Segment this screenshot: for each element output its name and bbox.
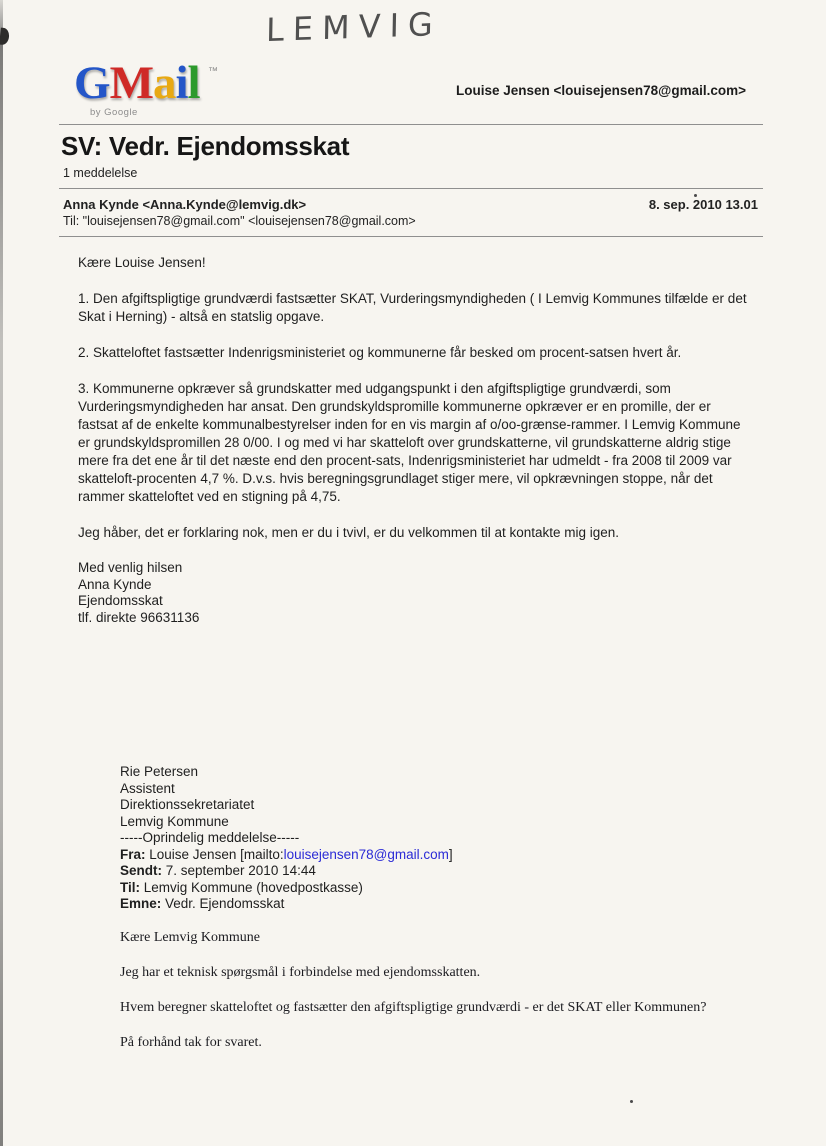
quoted-sender-line: Rie Petersen bbox=[120, 764, 199, 779]
field-value: Lemvig Kommune (hovedpostkasse) bbox=[140, 879, 363, 895]
greeting: Kære Louise Jensen! bbox=[78, 255, 206, 270]
field-value: Vedr. Ejendomsskat bbox=[161, 896, 285, 911]
original-message-separator: -----Oprindelig meddelelse----- bbox=[120, 830, 300, 845]
quoted-paragraph: Jeg har et teknisk spørgsmål i forbindelse med ejendomsskatten. bbox=[120, 964, 481, 980]
message-date: 8. sep. 2010 13.01 bbox=[648, 197, 758, 212]
horizontal-rule bbox=[59, 188, 763, 189]
gmail-logo-byline: by Google bbox=[90, 107, 138, 118]
signature-line: Med venlig hilsen bbox=[78, 560, 183, 575]
gmail-logo-letter: a bbox=[152, 57, 176, 109]
field-label: Emne: bbox=[120, 896, 162, 911]
signature-line: Anna Kynde bbox=[78, 576, 152, 592]
subject-title: SV: Vedr. Ejendomsskat bbox=[61, 131, 350, 161]
body-paragraph: Jeg håber, det er forklaring nok, men er du i tvivl, er du velkommen til at kontakte mig igen. bbox=[78, 525, 620, 540]
trademark-symbol: ™ bbox=[208, 66, 218, 77]
handwritten-note: LEMVIG bbox=[265, 4, 443, 50]
quoted-greeting: Kære Lemvig Kommune bbox=[120, 929, 260, 945]
horizontal-rule bbox=[59, 124, 763, 125]
gmail-logo-letter: i bbox=[175, 57, 188, 109]
gmail-logo-letter: M bbox=[109, 57, 153, 109]
quoted-paragraph: Hvem beregner skatteloftet og fastsætter den afgiftspligtige grundværdi - er det SKAT eller Kommunen? bbox=[120, 999, 707, 1015]
field-value: 7. september 2010 14:44 bbox=[162, 863, 316, 878]
gmail-logo-letter: G bbox=[74, 57, 110, 109]
quoted-field-til bbox=[120, 880, 770, 897]
field-value: ] bbox=[448, 846, 453, 862]
sender-line: Anna Kynde <Anna.Kynde@lemvig.dk> bbox=[63, 197, 307, 212]
signature-line: Ejendomsskat bbox=[78, 593, 163, 608]
quoted-message bbox=[120, 764, 770, 1069]
field-label: Fra: bbox=[120, 846, 146, 862]
quoted-paragraph: På forhånd tak for svaret. bbox=[120, 1034, 262, 1050]
scan-artifact bbox=[630, 1100, 633, 1103]
scan-edge-artifact bbox=[0, 0, 3, 1146]
body-paragraph: 2. Skatteloftet fastsætter Indenrigsministeriet og kommunerne får besked om procent-satsen hvert år. bbox=[78, 345, 682, 360]
horizontal-rule bbox=[59, 236, 763, 237]
quoted-field-sendt bbox=[120, 863, 770, 880]
field-value: Louise Jensen [mailto: bbox=[145, 846, 284, 862]
quoted-sender-line: Direktionssekretariatet bbox=[120, 797, 255, 812]
gmail-logo bbox=[74, 57, 200, 109]
quoted-sender-line: Assistent bbox=[120, 780, 175, 796]
message-count: 1 meddelelse bbox=[63, 166, 138, 180]
account-email: Louise Jensen <louisejensen78@gmail.com> bbox=[455, 83, 746, 98]
field-label: Til: bbox=[120, 879, 140, 895]
body-paragraph: 1. Den afgiftspligtige grundværdi fastsætter SKAT, Vurderingsmyndigheden ( I Lemvig Kommunes tilfælde er det Skat i Herning) - altså en statslig opgave. bbox=[78, 291, 747, 324]
field-label: Sendt: bbox=[120, 863, 162, 878]
recipient-line: Til: "louisejensen78@gmail.com" <louisejensen78@gmail.com> bbox=[63, 214, 416, 228]
signature-line: tlf. direkte 96631136 bbox=[78, 609, 200, 625]
email-body bbox=[78, 254, 754, 626]
gmail-logo-letter: l bbox=[187, 57, 200, 109]
mailto-link[interactable]: louisejensen78@gmail.com bbox=[283, 846, 449, 862]
quoted-field-emne bbox=[120, 896, 770, 913]
quoted-sender-line: Lemvig Kommune bbox=[120, 813, 229, 829]
body-paragraph: 3. Kommunerne opkræver så grundskatter med udgangspunkt i den afgiftspligtige grundværdi, som Vurderingsmyndigheden har ansat. Den grundskyldspromille kommunerne opkræver er en promille, der er fastsat af de enkelte kommunalbestyrelser inden for en vis margin af o/oo-grænse-rammer. I Lemvig Kommune er grundskyldspromillen 28 0/00. I og med vi har skatteloft over grundskatterne, vil grundskatterne aldrig stige mere fra det ene år til det næste end den procent-sats, Indenrigsministeriet har udmeldt - fra 2008 til 2009 var skatteloft-procenten 4,7 %. D.v.s. hvis beregningsgrundlaget stiger mere, vil opkrævningen stoppe, når det rammer skatteloftet ved en stigning på 4,75. bbox=[78, 381, 741, 504]
scan-artifact bbox=[0, 28, 10, 46]
quoted-original-text bbox=[120, 929, 770, 1051]
quoted-field-fra bbox=[120, 847, 770, 864]
